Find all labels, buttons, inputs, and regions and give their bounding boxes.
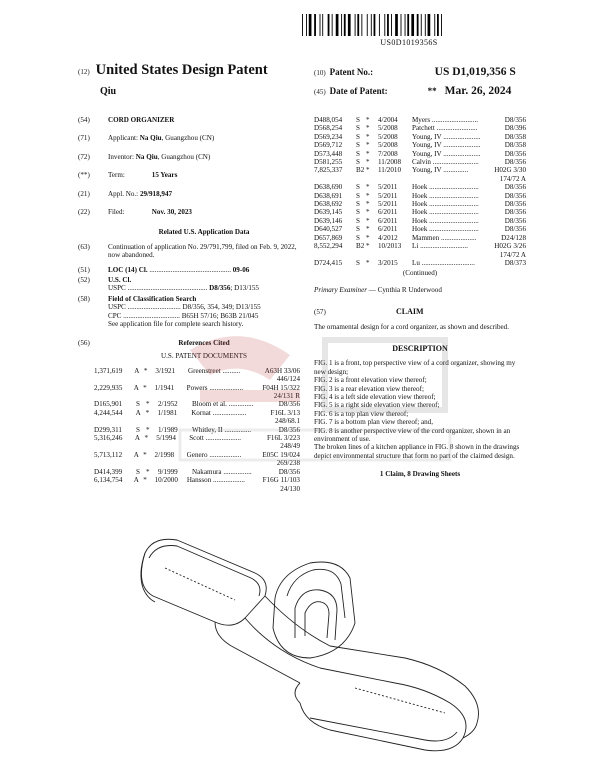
ref-class: D8/356 [504, 225, 526, 234]
reference-row [94, 367, 300, 384]
description-heading: DESCRIPTION [392, 343, 448, 353]
ref-star: * [366, 183, 370, 192]
ref-name: Hoek ............................ [412, 216, 479, 225]
related-data-heading: Related U.S. Application Data [158, 228, 250, 237]
ref-date: 5/2011 [378, 200, 398, 209]
ref-class: D8/356 [278, 400, 300, 409]
ref-star: * [366, 141, 370, 150]
ref-name: Hoek ............................ [412, 183, 479, 192]
ref-number: D639,145 [314, 208, 343, 217]
reference-row [94, 400, 300, 408]
ref-class: D8/356 [278, 467, 300, 476]
ref-class: F04H 15/322 [262, 383, 300, 392]
reference-row [314, 200, 526, 208]
ref-kind: S [356, 183, 360, 192]
ref-number: D568,254 [314, 124, 343, 133]
ref-star: * [366, 216, 370, 225]
ref-class: D24/128 [501, 233, 526, 242]
description-line: FIG. 6 is a top plan view thereof; [314, 409, 409, 418]
ref-name: Genero .................. [186, 450, 242, 459]
ref-kind: S [136, 425, 140, 434]
reference-row [314, 158, 526, 166]
ref-date: 5/1994 [156, 434, 176, 443]
ref-star: * [366, 124, 370, 133]
ref-date: 11/2010 [378, 166, 401, 175]
ref-class: D8/356 [504, 191, 526, 200]
ref-star: * [143, 383, 147, 392]
ref-date: 5/2008 [378, 141, 398, 150]
ref-class: E05C 19/024 [262, 450, 300, 459]
claim-heading-row: (57) CLAIM [314, 307, 424, 317]
ref-name: Li ........................... [412, 242, 468, 251]
continued-label: (Continued) [402, 269, 438, 278]
ref-date: 10/2000 [154, 476, 178, 485]
reference-row [314, 166, 526, 183]
ref-name: Young, IV .............. [412, 166, 469, 175]
ref-number: D638,690 [314, 183, 343, 192]
application-number: 29/918,947 [139, 189, 173, 198]
ref-kind: S [356, 225, 360, 234]
description-line: The broken lines of a kitchen appliance in FIG. 8 shown in the drawings depict environmental structure that form no part of the claimed design. [314, 443, 520, 460]
ref-kind: S [356, 132, 360, 141]
ref-class: D8/396 [504, 124, 526, 133]
field-references: (56) References Cited [78, 339, 300, 347]
field-search: (58) Field of Classification Search USPC .............................. D8/356, 354, 349; D13/155 CPC ................................ B65H 57/16; B63B 21/045 See application file for complete search history. [78, 294, 261, 329]
left-column [78, 116, 300, 493]
ref-number: 5,713,112 [94, 450, 123, 459]
ref-kind: A [133, 450, 139, 459]
inventor-surname: Qiu [100, 86, 117, 97]
ref-class-continued: 24/130 [280, 484, 300, 493]
ref-number: D569,234 [314, 132, 343, 141]
ref-name: Powers ................... [186, 383, 244, 392]
field-term: (**) Term: 15 Years [78, 171, 178, 180]
ref-number: 8,552,294 [314, 242, 343, 251]
ref-name: Hoek ............................ [412, 200, 479, 209]
ref-number: 4,244,544 [94, 408, 123, 417]
field-appl-no: (21) Appl. No.: 29/918,947 [78, 189, 173, 198]
reference-row [314, 242, 526, 259]
description-line: FIG. 8 is another perspective view of the cord organizer, shown in an environment of use. [314, 426, 511, 443]
filed-date: Nov. 30, 2023 [151, 208, 192, 217]
claim-heading: CLAIM [396, 307, 424, 317]
ref-star: * [366, 149, 370, 158]
ref-star: * [366, 242, 370, 251]
reference-row [94, 426, 300, 434]
ref-date: 1/1981 [157, 408, 178, 417]
ref-date: 5/2008 [378, 124, 398, 133]
description-text [314, 359, 526, 460]
reference-row [314, 116, 526, 124]
reference-row [314, 217, 526, 225]
reference-row [314, 133, 526, 141]
ref-class: D8/356 [278, 425, 300, 434]
field-loc: (51) LOC (14) Cl. .............................................. 09-06 [78, 265, 250, 274]
ref-star: * [366, 200, 370, 209]
ref-number: D638,691 [314, 191, 343, 200]
ref-kind: A [133, 383, 139, 392]
ref-date: 5/2008 [378, 132, 398, 141]
ref-kind: S [136, 400, 140, 409]
ref-class-continued: 174/72 A [499, 250, 526, 259]
ref-name: Calvin .......................... [412, 158, 479, 167]
ref-class: F16L 3/13 [270, 408, 301, 417]
description-line: FIG. 4 is a left side elevation view thereof; [314, 392, 436, 401]
ref-class: D8/358 [504, 141, 526, 150]
ref-class: D8/356 [504, 200, 526, 209]
reference-row [94, 384, 300, 401]
ref-kind: S [356, 116, 360, 124]
ref-name: Myers .......................... [412, 116, 479, 124]
ref-name: Mammen .................... [412, 233, 477, 242]
ref-date: 10/2013 [378, 242, 402, 251]
ref-date: 3/2015 [378, 258, 398, 267]
ref-number: D299,311 [94, 425, 122, 434]
ref-number: D724,415 [314, 258, 343, 267]
ref-star: * [366, 225, 370, 234]
ref-star: * [366, 166, 370, 175]
ref-number: D569,712 [314, 141, 343, 150]
ref-number: 7,825,337 [314, 166, 343, 175]
patent-number-row: (10) Patent No.: US D1,019,356 S [314, 66, 516, 78]
applicant-name: Na Qiu [139, 134, 162, 143]
ref-date: 1/1941 [154, 383, 175, 392]
field-title: (54) CORD ORGANIZER [78, 116, 300, 124]
ref-number: D638,692 [314, 200, 343, 209]
right-reference-list [314, 116, 526, 267]
ref-name: Bloom et al. .............. [192, 400, 254, 409]
ref-star: * [143, 476, 147, 485]
ref-star: * [366, 191, 370, 200]
ref-number: D165,901 [94, 400, 123, 409]
ref-class-continued: 248/49 [280, 442, 300, 451]
references-heading: References Cited [178, 338, 230, 347]
ref-name: Hansson .................. [186, 476, 245, 485]
ref-number: 6,134,754 [94, 476, 123, 485]
reference-row [314, 124, 526, 132]
patent-type-title: United States Design Patent [95, 62, 268, 78]
ref-number: D488,054 [314, 116, 343, 124]
ref-class: F16L 3/223 [266, 434, 300, 443]
reference-row [314, 259, 526, 267]
ref-number: D573,448 [314, 149, 343, 158]
ref-star: * [366, 233, 370, 242]
ref-kind: S [356, 233, 360, 242]
ref-class: A63H 33/06 [264, 366, 301, 375]
field-us-cl: (52) U.S. Cl. USPC ............................................. D8/356; D13/155 [78, 276, 259, 293]
ref-star: * [143, 366, 148, 375]
ref-date: 2/1952 [158, 400, 178, 409]
ref-number: D581,255 [314, 158, 343, 167]
reference-row [314, 234, 526, 242]
ref-class: D8/358 [504, 132, 526, 141]
us-docs-heading: U.S. PATENT DOCUMENTS [161, 352, 247, 361]
ref-class-continued: 269/238 [276, 459, 300, 468]
primary-examiner: Primary Examiner — Cynthia R Underwood [314, 285, 442, 294]
ref-kind: A [135, 408, 141, 417]
description-line: FIG. 5 is a right side elevation view thereof; [314, 401, 440, 410]
ref-class-continued: 24/131 R [273, 392, 300, 401]
ref-class: D8/356 [504, 216, 526, 225]
reference-row [314, 192, 526, 200]
ref-number: D414,399 [94, 467, 123, 476]
reference-row [94, 468, 300, 476]
field-continuation: (63) Continuation of application No. 29/791,799, filed on Feb. 9, 2022, now abandoned. [78, 242, 297, 260]
ref-date: 3/1921 [155, 366, 176, 375]
ref-kind: S [356, 124, 360, 133]
ref-name: Patchett ....................... [412, 124, 478, 133]
ref-name: Nakamura ................ [192, 467, 252, 476]
ref-kind: S [356, 158, 360, 167]
ref-star: * [366, 158, 370, 167]
reference-row [94, 476, 300, 493]
ref-class: H02G 3/26 [494, 242, 526, 251]
design-title: CORD ORGANIZER [108, 116, 175, 124]
ref-date: 4/2004 [378, 116, 398, 124]
ref-kind: S [356, 208, 360, 217]
ref-date: 1/1989 [158, 425, 178, 434]
ref-kind: S [356, 216, 360, 225]
ref-class: D8/356 [504, 149, 526, 158]
ref-star: * [366, 258, 370, 267]
ref-number: D639,146 [314, 216, 343, 225]
ref-kind: S [356, 191, 360, 200]
barcode-number: US0D1019356S [380, 38, 438, 47]
ref-name: Hoek ............................ [412, 208, 479, 217]
ref-kind: B2 [356, 242, 365, 251]
barcode [302, 14, 516, 36]
ref-class: D8/356 [504, 183, 526, 192]
patent-date-row: (45) Date of Patent: ** Mar. 26, 2024 [314, 85, 512, 97]
patent-date: Mar. 26, 2024 [444, 85, 512, 97]
ref-date: 6/2011 [378, 225, 398, 234]
reference-row [94, 409, 300, 426]
ref-class: D8/356 [504, 208, 526, 217]
ref-date: 4/2012 [378, 233, 398, 242]
ref-kind: S [136, 467, 140, 476]
ref-number: D657,869 [314, 233, 343, 242]
reference-row [314, 225, 526, 233]
ref-star: * [366, 116, 370, 124]
ref-name: Whitley, II ............... [192, 425, 252, 434]
ref-name: Scott .................... [189, 434, 242, 443]
ref-name: Lu .............................. [412, 258, 475, 267]
ref-name: Young, IV ..................... [412, 149, 481, 158]
ref-name: Young, IV ..................... [412, 132, 481, 141]
ref-date: 6/2011 [378, 208, 398, 217]
right-column [314, 116, 526, 479]
ref-star: * [146, 467, 150, 476]
ref-name: Kornat ................... [191, 408, 247, 417]
claims-count: 1 Claim, 8 Drawing Sheets [379, 470, 461, 479]
ref-date: 5/2011 [378, 183, 398, 192]
ref-star: * [146, 400, 150, 409]
ref-class: F16G 11/103 [262, 476, 300, 485]
ref-class: H02G 3/30 [494, 166, 526, 175]
ref-class: D8/373 [504, 258, 526, 267]
ref-date: 6/2011 [378, 216, 398, 225]
ref-star: * [143, 450, 147, 459]
field-applicant: (71) Applicant: Na Qiu, Guangzhou (CN) [78, 134, 215, 143]
patent-type-header: (12) United States Design Patent [78, 62, 268, 78]
ref-date: 9/1999 [158, 467, 178, 476]
reference-row [314, 208, 526, 216]
description-line: FIG. 1 is a front, top perspective view of a cord organizer, showing my new design; [314, 359, 516, 376]
ref-number: 1,371,619 [94, 366, 123, 375]
ref-date: 11/2008 [378, 158, 401, 167]
claim-text: The ornamental design for a cord organizer, as shown and described. [314, 322, 509, 331]
ref-class-continued: 174/72 A [499, 174, 526, 183]
field-inventor: (72) Inventor: Na Qiu, Guangzhou (CN) [78, 152, 211, 161]
ref-kind: B2 [356, 166, 365, 175]
left-reference-list [78, 367, 300, 493]
ref-date: 2/1998 [154, 450, 175, 459]
reference-row [314, 150, 526, 158]
description-line: FIG. 3 is a rear elevation view thereof; [314, 384, 424, 393]
ref-class: D8/356 [504, 116, 526, 124]
ref-name: Greenstreet .......... [188, 366, 241, 375]
ref-star: * [144, 434, 149, 443]
description-line: FIG. 7 is a bottom plan view thereof; and, [314, 418, 433, 427]
field-filed: (22) Filed: Nov. 30, 2023 [78, 208, 192, 217]
ref-class: D8/356 [504, 158, 526, 167]
ref-star: * [145, 408, 150, 417]
ref-star: * [146, 425, 150, 434]
ref-name: Hoek ............................ [412, 225, 479, 234]
reference-row [94, 451, 300, 468]
ref-date: 7/2008 [378, 149, 398, 158]
ref-kind: A [134, 366, 140, 375]
ref-kind: S [356, 258, 360, 267]
ref-number: 2,229,935 [94, 383, 123, 392]
ref-star: * [366, 132, 370, 141]
description-line: FIG. 2 is a front elevation view thereof; [314, 376, 427, 385]
ref-kind: A [133, 476, 139, 485]
ref-name: Young, IV ..................... [412, 141, 481, 150]
patent-number: US D1,019,356 S [434, 66, 516, 78]
ref-kind: S [356, 149, 360, 158]
ref-star: * [366, 208, 370, 217]
ref-kind: A [134, 434, 140, 443]
ref-class-continued: 446/124 [276, 375, 300, 384]
ref-date: 5/2011 [378, 191, 398, 200]
ref-kind: S [356, 141, 360, 150]
ref-number: 5,316,246 [94, 434, 123, 443]
ref-class-continued: 248/68.1 [274, 417, 300, 426]
ref-name: Hoek ............................ [412, 191, 479, 200]
ref-kind: S [356, 200, 360, 209]
cord-organizer-drawing [105, 518, 505, 763]
ref-number: D640,527 [314, 225, 343, 234]
reference-row [314, 183, 526, 191]
reference-row [94, 434, 300, 451]
inventor-name: Na Qiu [135, 152, 158, 161]
reference-row [314, 141, 526, 149]
